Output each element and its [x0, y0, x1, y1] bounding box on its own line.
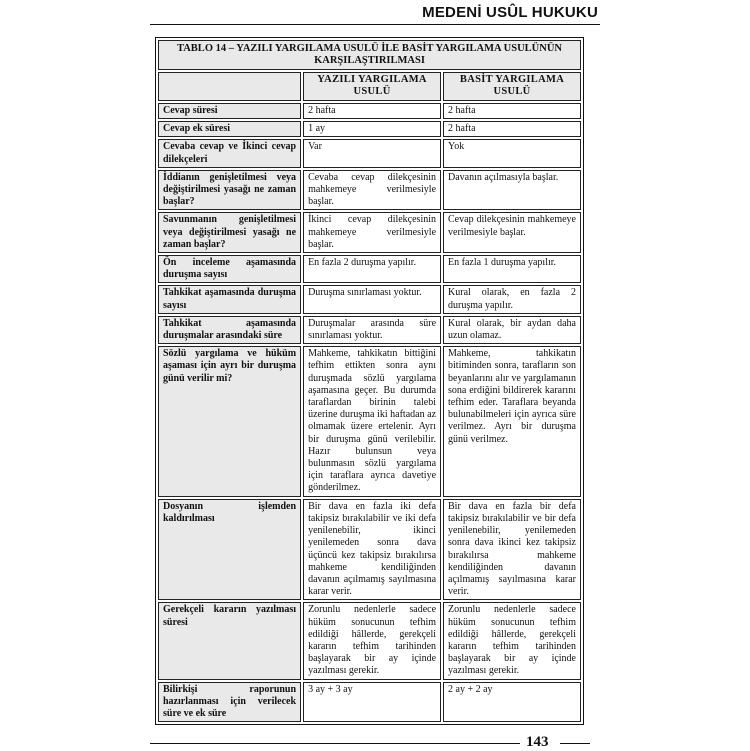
row-label: Dosyanın işlemden kaldırılması: [158, 499, 301, 601]
simple-procedure-cell: 2 hafta: [443, 103, 581, 119]
written-procedure-cell: 3 ay + 3 ay: [303, 682, 441, 723]
written-procedure-cell: İkinci cevap dilekçesinin mahkemeye verilmesiyle başlar.: [303, 212, 441, 253]
row-label: Tahkikat aşamasında duruşma sayısı: [158, 285, 301, 313]
table-row: [158, 499, 581, 601]
written-procedure-cell: Zorunlu nedenlerle sadece hüküm sonucunun tefhim edildiği hâllerde, gerekçeli kararın tefhim tarihinden başlayarak bir ay içinde yazılması gerekir.: [303, 602, 441, 679]
footer-rule-left: [150, 743, 520, 744]
simple-procedure-cell: Cevap dilekçesinin mahkemeye verilmesiyle başlar.: [443, 212, 581, 253]
row-label: İddianın genişletilmesi veya değiştirilmesi yasağı ne zaman başlar?: [158, 170, 301, 211]
simple-procedure-cell: Kural olarak, en fazla 2 duruşma yapılır.: [443, 285, 581, 313]
written-procedure-cell: 1 ay: [303, 121, 441, 137]
simple-procedure-cell: Zorunlu nedenlerle sadece hüküm sonucunun tefhim edildiği hâllerde, gerekçeli kararın tefhim tarihinden başlayarak bir ay içinde yazılması gerekir.: [443, 602, 581, 679]
written-procedure-cell: Var: [303, 139, 441, 167]
table-caption: TABLO 14 – YAZILI YARGILAMA USULÜ İLE BASİT YARGILAMA USULÜNÜN KARŞILAŞTIRILMASI: [158, 40, 581, 70]
comparison-table-container: [155, 37, 584, 725]
row-label: Gerekçeli kararın yazılması süresi: [158, 602, 301, 679]
column-header-row: [158, 72, 581, 101]
written-procedure-cell: Mahkeme, tahkikatın bittiğini tefhim ettikten sonra aynı duruşmada sözlü yargılama aşamasına geçer. Bu durumda taraflardan birinin talebi üzerine duruşma iki haftadan az olmamak üzere ertelenir. Ayrı bir duruşma günü verilebilir. Hazır bulunsun veya bulunmasın sözlü yargılama için taraflara ayrıca davetiye gönderilmez.: [303, 346, 441, 496]
column-header-simple: BASİT YARGILAMA USULÜ: [443, 72, 581, 101]
written-procedure-cell: Duruşmalar arasında süre sınırlaması yoktur.: [303, 316, 441, 344]
table-row: [158, 285, 581, 313]
written-procedure-cell: Cevaba cevap dilekçesinin mahkemeye verilmesiyle başlar.: [303, 170, 441, 211]
row-label: Ön inceleme aşamasında duruşma sayısı: [158, 255, 301, 283]
table-row: [158, 103, 581, 119]
table-row: [158, 170, 581, 211]
simple-procedure-cell: Davanın açılmasıyla başlar.: [443, 170, 581, 211]
simple-procedure-cell: 2 ay + 2 ay: [443, 682, 581, 723]
column-header-empty: [158, 72, 301, 101]
table-row: [158, 139, 581, 167]
row-label: Savunmanın genişletilmesi veya değiştirilmesi yasağı ne zaman başlar?: [158, 212, 301, 253]
row-label: Bilirkişi raporunun hazırlanması için verilecek süre ve ek süre: [158, 682, 301, 723]
simple-procedure-cell: Mahkeme, tahkikatın bitiminden sonra, tarafların son beyanlarını alır ve yargılamanın sona erdiğini bildirerek kararını tefhim eder. Taraflara beyanda bulunabilmeleri için ayrıca süre verilmez. Ayrı bir duruşma günü verilmez.: [443, 346, 581, 496]
running-head: MEDENİ USÛL HUKUKU: [422, 4, 598, 21]
simple-procedure-cell: Kural olarak, bir aydan daha uzun olamaz.: [443, 316, 581, 344]
row-label: Tahkikat aşamasında duruşmalar arasındaki süre: [158, 316, 301, 344]
table-row: [158, 212, 581, 253]
table-row: [158, 346, 581, 496]
row-label: Sözlü yargılama ve hüküm aşaması için ayrı bir duruşma günü verilir mi?: [158, 346, 301, 496]
header-rule: [150, 24, 600, 25]
page-number: 143: [526, 734, 549, 750]
table-row: [158, 602, 581, 679]
comparison-table: [155, 37, 584, 725]
row-label: Cevap ek süresi: [158, 121, 301, 137]
row-label: Cevap süresi: [158, 103, 301, 119]
table-row: [158, 121, 581, 137]
written-procedure-cell: 2 hafta: [303, 103, 441, 119]
simple-procedure-cell: Yok: [443, 139, 581, 167]
written-procedure-cell: Bir dava en fazla iki defa takipsiz bırakılabilir ve iki defa yenilenebilir, ikinci yenilemeden sonra dava üçüncü kez takipsiz bırakılırsa mahkeme kendiliğinden davanın açılmamış sayılmasına karar verir.: [303, 499, 441, 601]
table-row: [158, 255, 581, 283]
simple-procedure-cell: 2 hafta: [443, 121, 581, 137]
table-row: [158, 682, 581, 723]
written-procedure-cell: Duruşma sınırlaması yoktur.: [303, 285, 441, 313]
row-label: Cevaba cevap ve İkinci cevap dilekçeleri: [158, 139, 301, 167]
written-procedure-cell: En fazla 2 duruşma yapılır.: [303, 255, 441, 283]
table-row: [158, 316, 581, 344]
simple-procedure-cell: Bir dava en fazla bir defa takipsiz bırakılabilir ve bir defa yenilenebilir, yenilemeden sonra dava ikinci kez takipsiz bırakılırsa mahkeme kendiliğinden davanın açılmamış sayılmasına karar verir.: [443, 499, 581, 601]
simple-procedure-cell: En fazla 1 duruşma yapılır.: [443, 255, 581, 283]
column-header-written: YAZILI YARGILAMA USULÜ: [303, 72, 441, 101]
footer-rule-right: [560, 743, 590, 744]
